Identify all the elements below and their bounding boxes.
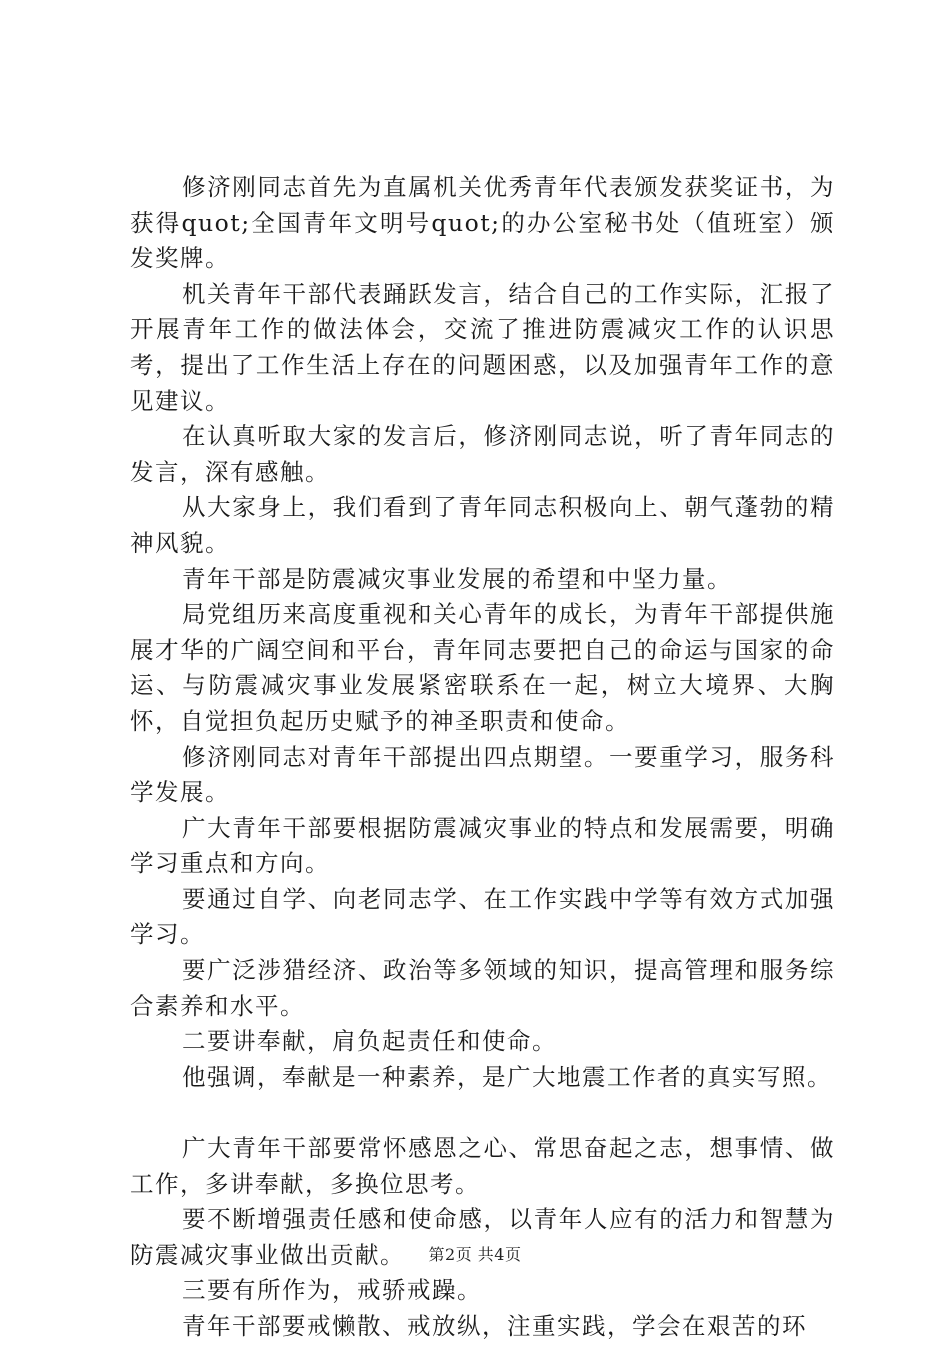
paragraph-10: 要广泛涉猎经济、政治等多领域的知识，提高管理和服务综合素养和水平。 [130,956,835,1020]
document-body [130,170,835,1345]
paragraph-2: 机关青年干部代表踊跃发言，结合自己的工作实际，汇报了开展青年工作的做法体会，交流了推进防震减灾工作的认识思考，提出了工作生活上存在的问题困惑，以及加强青年工作的意见建议。 [130,279,835,415]
paragraph-15: 三要有所作为，戒骄戒躁。 [182,1276,482,1305]
paragraph-11: 二要讲奉献，肩负起责任和使命。 [182,1027,557,1056]
paragraph-7: 修济刚同志对青年干部提出四点期望。一要重学习，服务科学发展。 [130,742,835,807]
paragraph-12: 他强调，奉献是一种素养，是广大地震工作者的真实写照。 [182,1062,832,1091]
paragraph-8: 广大青年干部要根据防震减灾事业的特点和发展需要，明确学习重点和方向。 [130,813,835,878]
paragraph-16: 青年干部要戒懒散、戒放纵，注重实践，学会在艰苦的环 [182,1312,807,1340]
paragraph-13: 广大青年干部要常怀感恩之心、常思奋起之志，想事情、做工作，多讲奉献，多换位思考。 [130,1134,835,1198]
paragraph-3: 在认真听取大家的发言后，修济刚同志说，听了青年同志的发言，深有感触。 [130,422,835,486]
paragraph-1: 修济刚同志首先为直属机关优秀青年代表颁发获奖证书，为获得quot;全国青年文明号quot;的办公室秘书处（值班室）颁发奖牌。 [130,173,835,273]
paragraph-9: 要通过自学、向老同志学、在工作实践中学等有效方式加强学习。 [130,884,835,949]
paragraph-4: 从大家身上，我们看到了青年同志积极向上、朝气蓬勃的精神风貌。 [130,493,835,557]
page-footer [0,1245,950,1265]
paragraph-14: 要不断增强责任感和使命感，以青年人应有的活力和智慧为防震减灾事业做出贡献。 [130,1205,835,1269]
paragraph-6: 局党组历来高度重视和关心青年的成长，为青年干部提供施展才华的广阔空间和平台，青年同志要把自己的命运与国家的命运、与防震减灾事业发展紧密联系在一起，树立大境界、大胸怀，自觉担负起历史赋予的神圣职责和使命。 [130,600,835,735]
page-number-label: 第2页 共4页 [428,1245,522,1264]
paragraph-5: 青年干部是防震减灾事业发展的希望和中坚力量。 [182,564,732,593]
